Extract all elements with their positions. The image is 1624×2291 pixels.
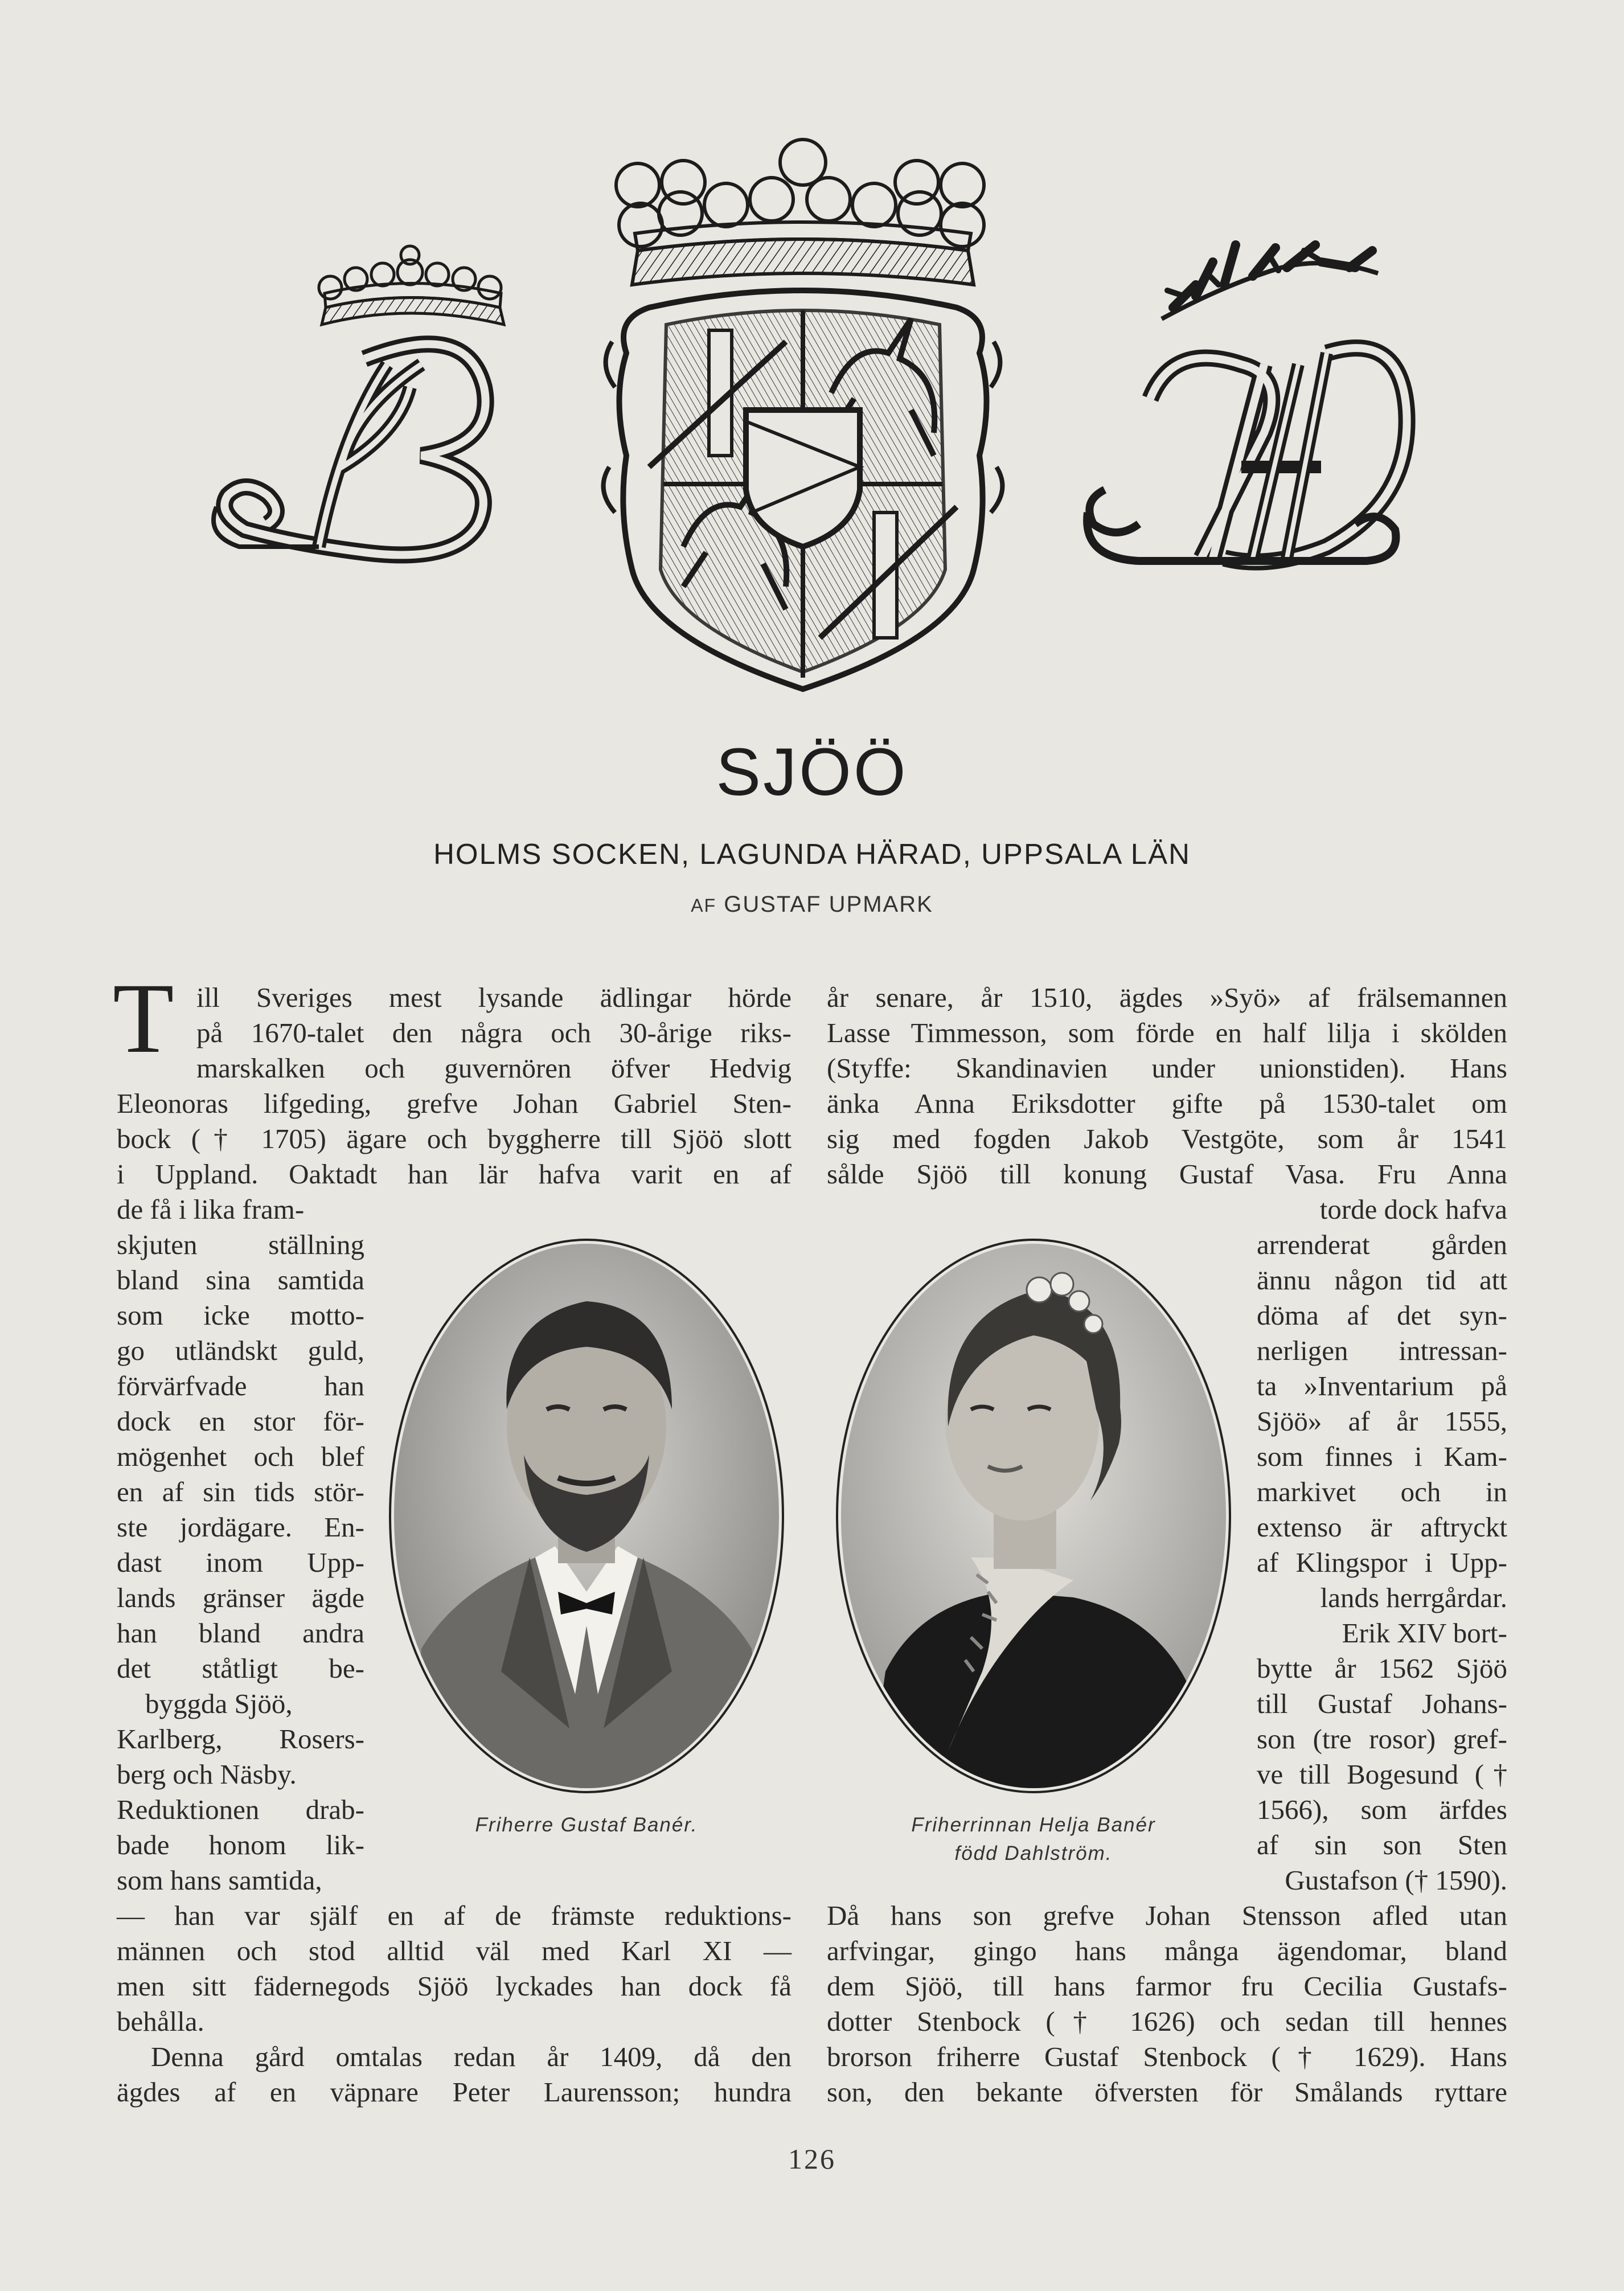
text-line: Lasse Timmesson, som förde en half lilja i skölden <box>827 1017 1507 1048</box>
author-prefix: AF <box>691 895 717 916</box>
text-line: år senare, år 1510, ägdes »Syö» af frälsemannen <box>827 982 1507 1013</box>
article-title: SJÖÖ <box>716 735 908 810</box>
text-line: en af sin tids stör- <box>117 1476 364 1507</box>
text-line: byggda Sjöö, <box>145 1688 293 1719</box>
text-line: Karlberg, Rosers- <box>117 1723 364 1755</box>
text-line: (Styffe: Skandinavien under unionstiden). Hans <box>827 1052 1507 1084</box>
coronet-icon <box>319 246 504 325</box>
text-line: dock en stor för- <box>117 1405 364 1437</box>
text-line: han bland andra <box>117 1617 364 1649</box>
branch-icon <box>1162 245 1378 319</box>
text-line: arfvingar, gingo hans många ägendomar, bland <box>827 1935 1507 1966</box>
text-line: bock († 1705) ägare och byggherre till Sjöö slott <box>117 1123 792 1154</box>
text-line: förvärfvade han <box>117 1370 364 1401</box>
text-line: af Klingspor i Upp- <box>1257 1547 1507 1578</box>
text-line: som icke motto- <box>117 1300 364 1331</box>
text-line: som finnes i Kam- <box>1257 1441 1507 1472</box>
text-line: arrenderat gården <box>1257 1229 1507 1260</box>
text-line: på 1670-talet den några och 30-årige riks- <box>196 1017 792 1048</box>
coat-of-arms-icon <box>604 140 1003 689</box>
text-line: nerligen intressan- <box>1257 1335 1507 1366</box>
text-line: markivet och in <box>1257 1476 1507 1507</box>
text-line: till Gustaf Johans- <box>1257 1688 1507 1719</box>
text-line: marskalken och guvernören öfver Hedvig <box>196 1052 792 1084</box>
text-line: — han var själf en af de främste reduktions- <box>117 1900 792 1931</box>
text-line: det ståtligt be- <box>117 1653 364 1684</box>
drop-cap: T <box>113 963 174 1074</box>
portrait-photo <box>834 1239 1233 1794</box>
portrait-photo <box>387 1239 786 1794</box>
text-line: berg och Näsby. <box>117 1759 297 1790</box>
text-line: behålla. <box>117 2006 204 2037</box>
text-line: änka Anna Eriksdotter gifte på 1530-talet om <box>827 1088 1507 1119</box>
crown-icon <box>616 140 984 285</box>
text-line: sig med fogden Jakob Vestgöte, som år 1541 <box>827 1123 1507 1154</box>
text-line: 1566), som ärfdes <box>1257 1794 1507 1825</box>
text-line: Sjöö» af år 1555, <box>1257 1405 1507 1437</box>
text-line: go utländskt guld, <box>117 1335 364 1366</box>
text-line: brorson friherre Gustaf Stenbock († 1629). Hans <box>827 2041 1507 2072</box>
portrait-caption: född Dahlström. <box>954 1842 1113 1864</box>
monogram-icon <box>214 246 504 555</box>
portrait-caption: Friherrinnan Helja Banér <box>911 1814 1156 1836</box>
text-line: sålde Sjöö till konung Gustaf Vasa. Fru Anna <box>827 1158 1507 1190</box>
text-line: bytte år 1562 Sjöö <box>1257 1653 1507 1684</box>
portrait-caption: Friherre Gustaf Banér. <box>475 1814 698 1836</box>
text-line: Reduktionen drab- <box>117 1794 364 1825</box>
text-line: Denna gård omtalas redan år 1409, då den <box>151 2041 792 2072</box>
text-line: son (tre rosor) gref- <box>1257 1723 1507 1755</box>
text-line: ve till Bogesund († <box>1257 1759 1507 1790</box>
text-line: de få i lika fram- <box>117 1194 305 1225</box>
text-line: dotter Stenbock († 1626) och sedan till hennes <box>827 2006 1507 2037</box>
text-line: dast inom Upp- <box>117 1547 364 1578</box>
text-line: Eleonoras lifgeding, grefve Johan Gabriel Sten- <box>117 1088 792 1119</box>
text-line: Då hans son grefve Johan Stensson afled utan <box>827 1900 1507 1931</box>
text-line: torde dock hafva <box>1319 1194 1507 1225</box>
text-line: döma af det syn- <box>1257 1300 1507 1331</box>
text-line: ägdes af en väpnare Peter Laurensson; hundra <box>117 2076 792 2108</box>
text-line: männen och stod alltid väl med Karl XI — <box>117 1935 792 1966</box>
text-line: i Uppland. Oaktadt han lär hafva varit en af <box>117 1158 792 1190</box>
text-line: Gustafson († 1590). <box>1285 1864 1507 1896</box>
text-line: ste jordägare. En- <box>117 1511 364 1543</box>
text-line: lands gränser ägde <box>117 1582 364 1613</box>
text-line: lands herrgårdar. <box>1320 1582 1507 1613</box>
text-line: Erik XIV bort- <box>1342 1617 1507 1649</box>
text-line: ännu någon tid att <box>1257 1264 1507 1296</box>
text-line: extenso är aftryckt <box>1257 1511 1507 1543</box>
text-line: son, den bekante öfversten för Smålands ryttare <box>827 2076 1507 2108</box>
page-number: 126 <box>788 2143 836 2175</box>
author-name: GUSTAF UPMARK <box>724 892 933 917</box>
text-line: men sitt fädernegods Sjöö lyckades han dock få <box>117 1970 792 2002</box>
text-line: bade honom lik- <box>117 1829 364 1860</box>
monogram-icon <box>1087 245 1407 562</box>
text-line: af sin son Sten <box>1257 1829 1507 1860</box>
text-line: ta »Inventarium på <box>1257 1370 1507 1401</box>
text-line: bland sina samtida <box>117 1264 364 1296</box>
text-line: ill Sveriges mest lysande ädlingar hörde <box>196 982 792 1013</box>
text-line: mögenhet och blef <box>117 1441 364 1472</box>
text-line: skjuten ställning <box>117 1229 364 1260</box>
article-subtitle: HOLMS SOCKEN, LAGUNDA HÄRAD, UPPSALA LÄN <box>433 838 1191 870</box>
article-author <box>0 892 1624 917</box>
header-ornaments <box>0 0 1624 706</box>
text-line: dem Sjöö, till hans farmor fru Cecilia Gustafs- <box>827 1970 1507 2002</box>
text-line: som hans samtida, <box>117 1864 322 1896</box>
